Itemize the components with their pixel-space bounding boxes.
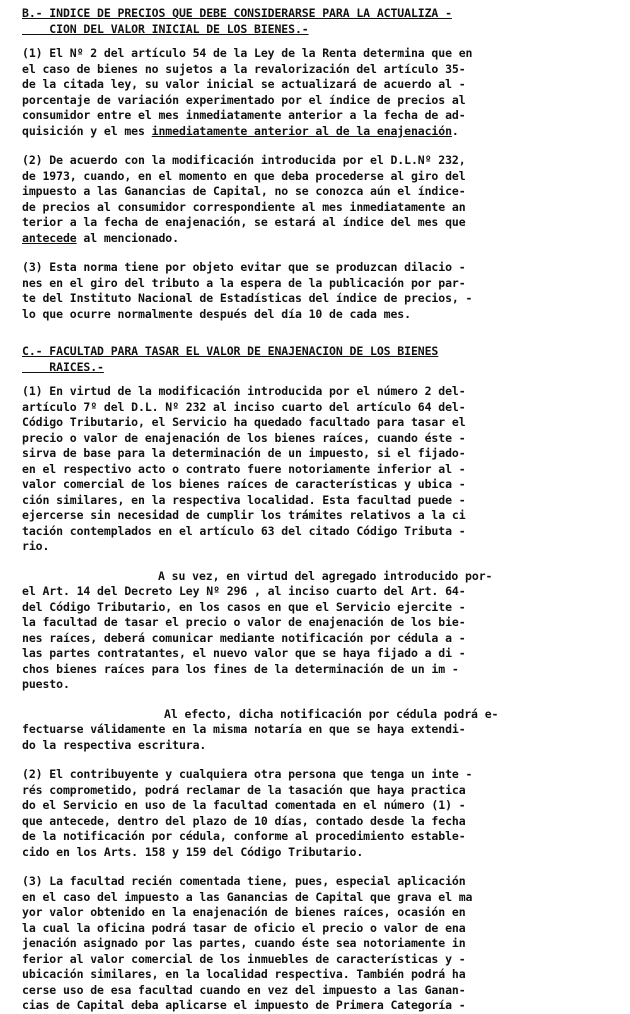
section-b-paragraph-3 (22, 260, 582, 322)
section-c-paragraph-1b (22, 569, 582, 693)
text-line: Código Tributario, el Servicio ha quedado facultado para tasar el (22, 415, 466, 429)
text-line: ferior al valor comercial de los inmuebles de características y - (22, 951, 466, 966)
text-line: de precios al consumidor correspondiente al mes inmediatamente an (22, 199, 466, 214)
text-line: en el respectivo acto o contrato fuere notoriamente inferior al - (22, 461, 466, 476)
text-line: A su vez, en virtud del agregado introducido por- (158, 568, 493, 583)
text-line: tación contemplados en el artículo 63 del citado Código Tributa - (22, 523, 466, 538)
text-line: el caso de bienes no sujetos a la revalorización del artículo 35- (22, 61, 466, 76)
document-page (22, 6, 582, 1014)
text-line: impuesto a las Ganancias de Capital, no se conozca aún el índice- (22, 184, 466, 198)
text-line: sirva de base para la determinación de un impuesto, si el fijado- (22, 446, 466, 460)
text-line: (3) La facultad recién comentada tiene, pues, especial aplicación (22, 874, 466, 888)
text-line: antecede al mencionado. (22, 230, 179, 245)
text-line: puesto. (22, 677, 70, 691)
section-c-paragraph-1 (22, 384, 582, 555)
text-line: cias de Capital deba aplicarse el impuesto de Primera Categoría - (22, 998, 466, 1012)
section-c-title-line-1: C.- FACULTAD PARA TASAR EL VALOR DE ENAJENACION DE LOS BIENES (22, 344, 439, 358)
text-line: ubicación similares, en la localidad respectiva. También podrá ha (22, 967, 466, 981)
text-line: de la citada ley, su valor inicial se actualizará de acuerdo al - (22, 77, 466, 91)
section-c-title-line-2: RAICES.- (22, 359, 104, 374)
text-line: quisición y el mes inmediatamente anterior al de la enajenación. (22, 123, 459, 138)
section-b (22, 6, 582, 322)
section-c-paragraph-3 (22, 874, 582, 1014)
text-line: precio o valor de enajenación de los bienes raíces, cuando éste - (22, 430, 466, 445)
text-line: (2) De acuerdo con la modificación introducida por el D.L.Nº 232, (22, 153, 466, 167)
text-line: la facultad de tasar el precio o valor de enajenación de los bie- (22, 615, 466, 629)
text-line: del Código Tributario, en los casos en que el Servicio ejercite - (22, 599, 466, 614)
text-line: chos bienes raíces para los fines de la determinación de un im - (22, 661, 459, 676)
text-line: (1) En virtud de la modificación introducida por el número 2 del- (22, 384, 466, 398)
section-c-paragraph-1c (22, 707, 582, 754)
text-line: (1) El Nº 2 del artículo 54 de la Ley de la Renta determina que en (22, 46, 473, 60)
text-line: nes raíces, deberá comunicar mediante notificación por cédula a - (22, 630, 466, 645)
text-line: en el caso del impuesto a las Ganancias de Capital que grava el ma (22, 889, 473, 904)
section-c-paragraph-2 (22, 767, 582, 860)
text-line: nes en el giro del tributo a la espera de la publicación por par- (22, 275, 466, 290)
section-c (22, 344, 582, 1014)
text-line: valor comercial de los bienes raíces de características y ubica - (22, 477, 466, 491)
text-line: rés comprometido, podrá reclamar de la tasación que haya practica (22, 782, 466, 797)
section-b-paragraph-2 (22, 153, 582, 246)
text-line: artículo 7º del D.L. Nº 232 al inciso cuarto del artículo 64 del- (22, 399, 466, 414)
section-b-title-line-2: CION DEL VALOR INICIAL DE LOS BIENES.- (22, 21, 309, 36)
section-b-title-line-1: B.- INDICE DE PRECIOS QUE DEBE CONSIDERARSE PARA LA ACTUALIZA - (22, 6, 452, 20)
text-line: Al efecto, dicha notificación por cédula podrá e- (164, 706, 499, 721)
text-line: yor valor obtenido en la enajenación de bienes raíces, ocasión en (22, 905, 466, 919)
text-line: ción similares, en la respectiva localidad. Esta facultad puede - (22, 492, 466, 507)
text-line: consumidor entre el mes inmediatamente anterior a la fecha de ad- (22, 108, 466, 122)
text-line: ejercerse sin necesidad de cumplir los trámites relativos a la ci (22, 508, 466, 522)
text-line: fectuarse válidamente en la misma notaría en que se haya extendi- (22, 722, 466, 736)
text-line: cido en los Arts. 158 y 159 del Código Tributario. (22, 844, 364, 859)
text-line: do el Servicio en uso de la facultad comentada en el número (1) - (22, 798, 466, 812)
text-line: terior a la fecha de enajenación, se estará al índice del mes que (22, 215, 466, 229)
text-line: que antecede, dentro del plazo de 10 días, contado desde la fecha (22, 813, 466, 828)
text-line: la cual la oficina podrá tasar de oficio el precio o valor de ena (22, 920, 466, 935)
text-line: lo que ocurre normalmente después del día 10 de cada mes. (22, 306, 411, 321)
text-line: (2) El contribuyente y cualquiera otra persona que tenga un inte - (22, 767, 473, 781)
text-line: de la notificación por cédula, conforme al procedimiento estable- (22, 829, 466, 843)
text-line: de 1973, cuando, en el momento en que deba procederse al giro del (22, 168, 466, 183)
text-line: cerse uso de esa facultad cuando en vez del impuesto a las Ganan- (22, 982, 466, 997)
text-line: jenación asignado por las partes, cuando éste sea notoriamente in (22, 936, 466, 950)
text-line: te del Instituto Nacional de Estadísticas del índice de precios, - (22, 291, 473, 305)
text-line: (3) Esta norma tiene por objeto evitar que se produzcan dilacio - (22, 260, 466, 274)
text-line: rio. (22, 539, 50, 553)
text-line: porcentaje de variación experimentado por el índice de precios al (22, 92, 466, 107)
text-line: do la respectiva escritura. (22, 737, 207, 752)
section-b-paragraph-1 (22, 46, 582, 139)
text-line: las partes contratantes, el nuevo valor que se haya fijado a di - (22, 646, 466, 660)
text-line: el Art. 14 del Decreto Ley Nº 296 , al inciso cuarto del Art. 64- (22, 584, 466, 598)
